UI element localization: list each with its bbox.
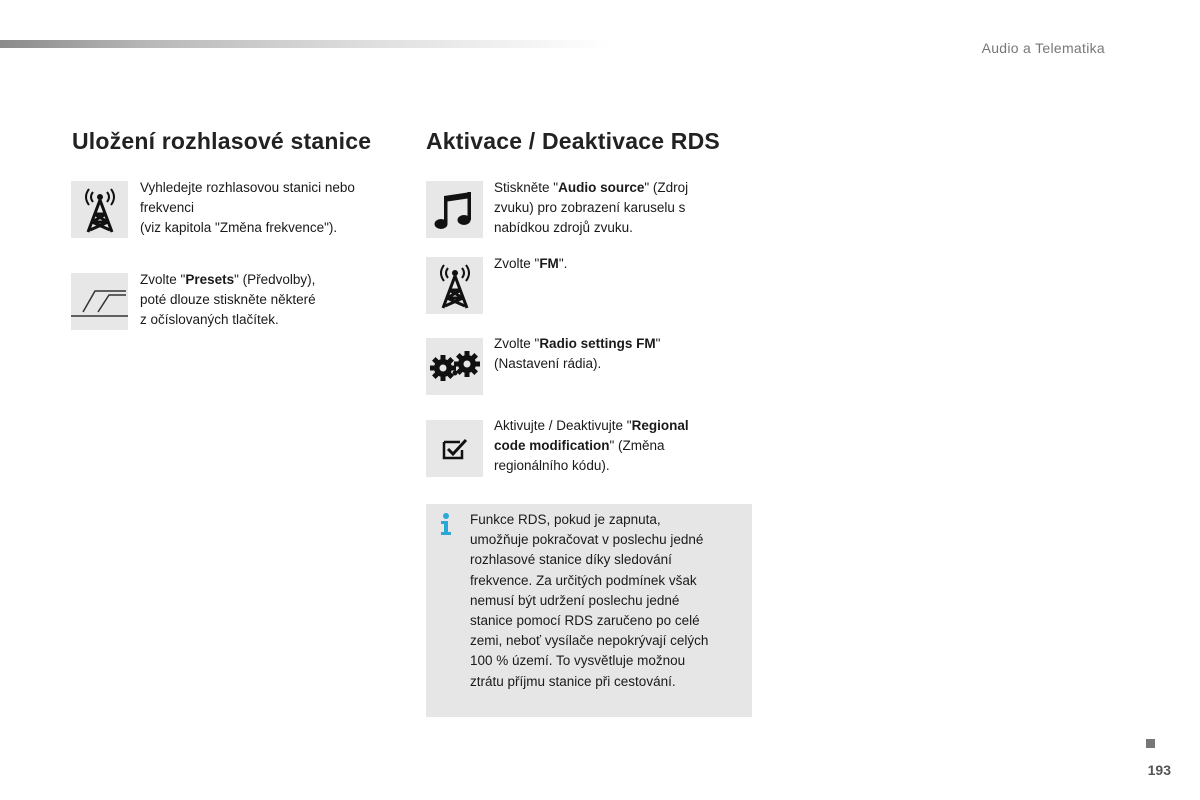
left-step-2-text: Zvolte "Presets" (Předvolby), poté dlouze stiskněte některé z očíslovaných tlačítek. <box>140 272 316 327</box>
gears-icon <box>426 338 483 395</box>
page-corner-marker <box>1146 739 1155 748</box>
presets-icon <box>71 273 128 330</box>
section-title: Audio a Telematika <box>981 40 1105 56</box>
left-step-1-text: Vyhledejte rozhlasovou stanici nebo frekvenci (viz kapitola "Změna frekvence"). <box>140 180 355 235</box>
right-heading: Aktivace / Deaktivace RDS <box>426 128 720 154</box>
right-step-2-text: Zvolte "FM". <box>494 256 568 271</box>
right-step-4-text: Aktivujte / Deaktivujte "Regional code modification" (Změna regionálního kódu). <box>494 418 689 473</box>
right-step-3-text: Zvolte "Radio settings FM" (Nastavení rádia). <box>494 336 661 371</box>
left-heading: Uložení rozhlasové stanice <box>72 128 372 154</box>
antenna-icon <box>426 257 483 314</box>
right-step-1-text: Stiskněte "Audio source" (Zdroj zvuku) pro zobrazení karuselu s nabídkou zdrojů zvuku. <box>494 180 689 235</box>
rds-info-box <box>426 504 752 717</box>
page-number: 193 <box>1147 762 1171 778</box>
checkbox-icon <box>426 420 483 477</box>
music-note-icon <box>426 181 483 238</box>
antenna-icon <box>71 181 128 238</box>
info-icon <box>438 512 454 541</box>
header-gradient-bar <box>0 40 610 48</box>
info-text: Funkce RDS, pokud je zapnuta, umožňuje pokračovat v poslechu jedné rozhlasové stanice díky sledování frekvence. Za určitých podmínek však nemusí být udržení poslechu jedné stanice pomocí RDS zaručeno po celé zemi, neboť vysílače nepokrývají celých 100 % území. To vysvětluje možnou ztrátu příjmu stanice při cestování. <box>470 512 709 689</box>
